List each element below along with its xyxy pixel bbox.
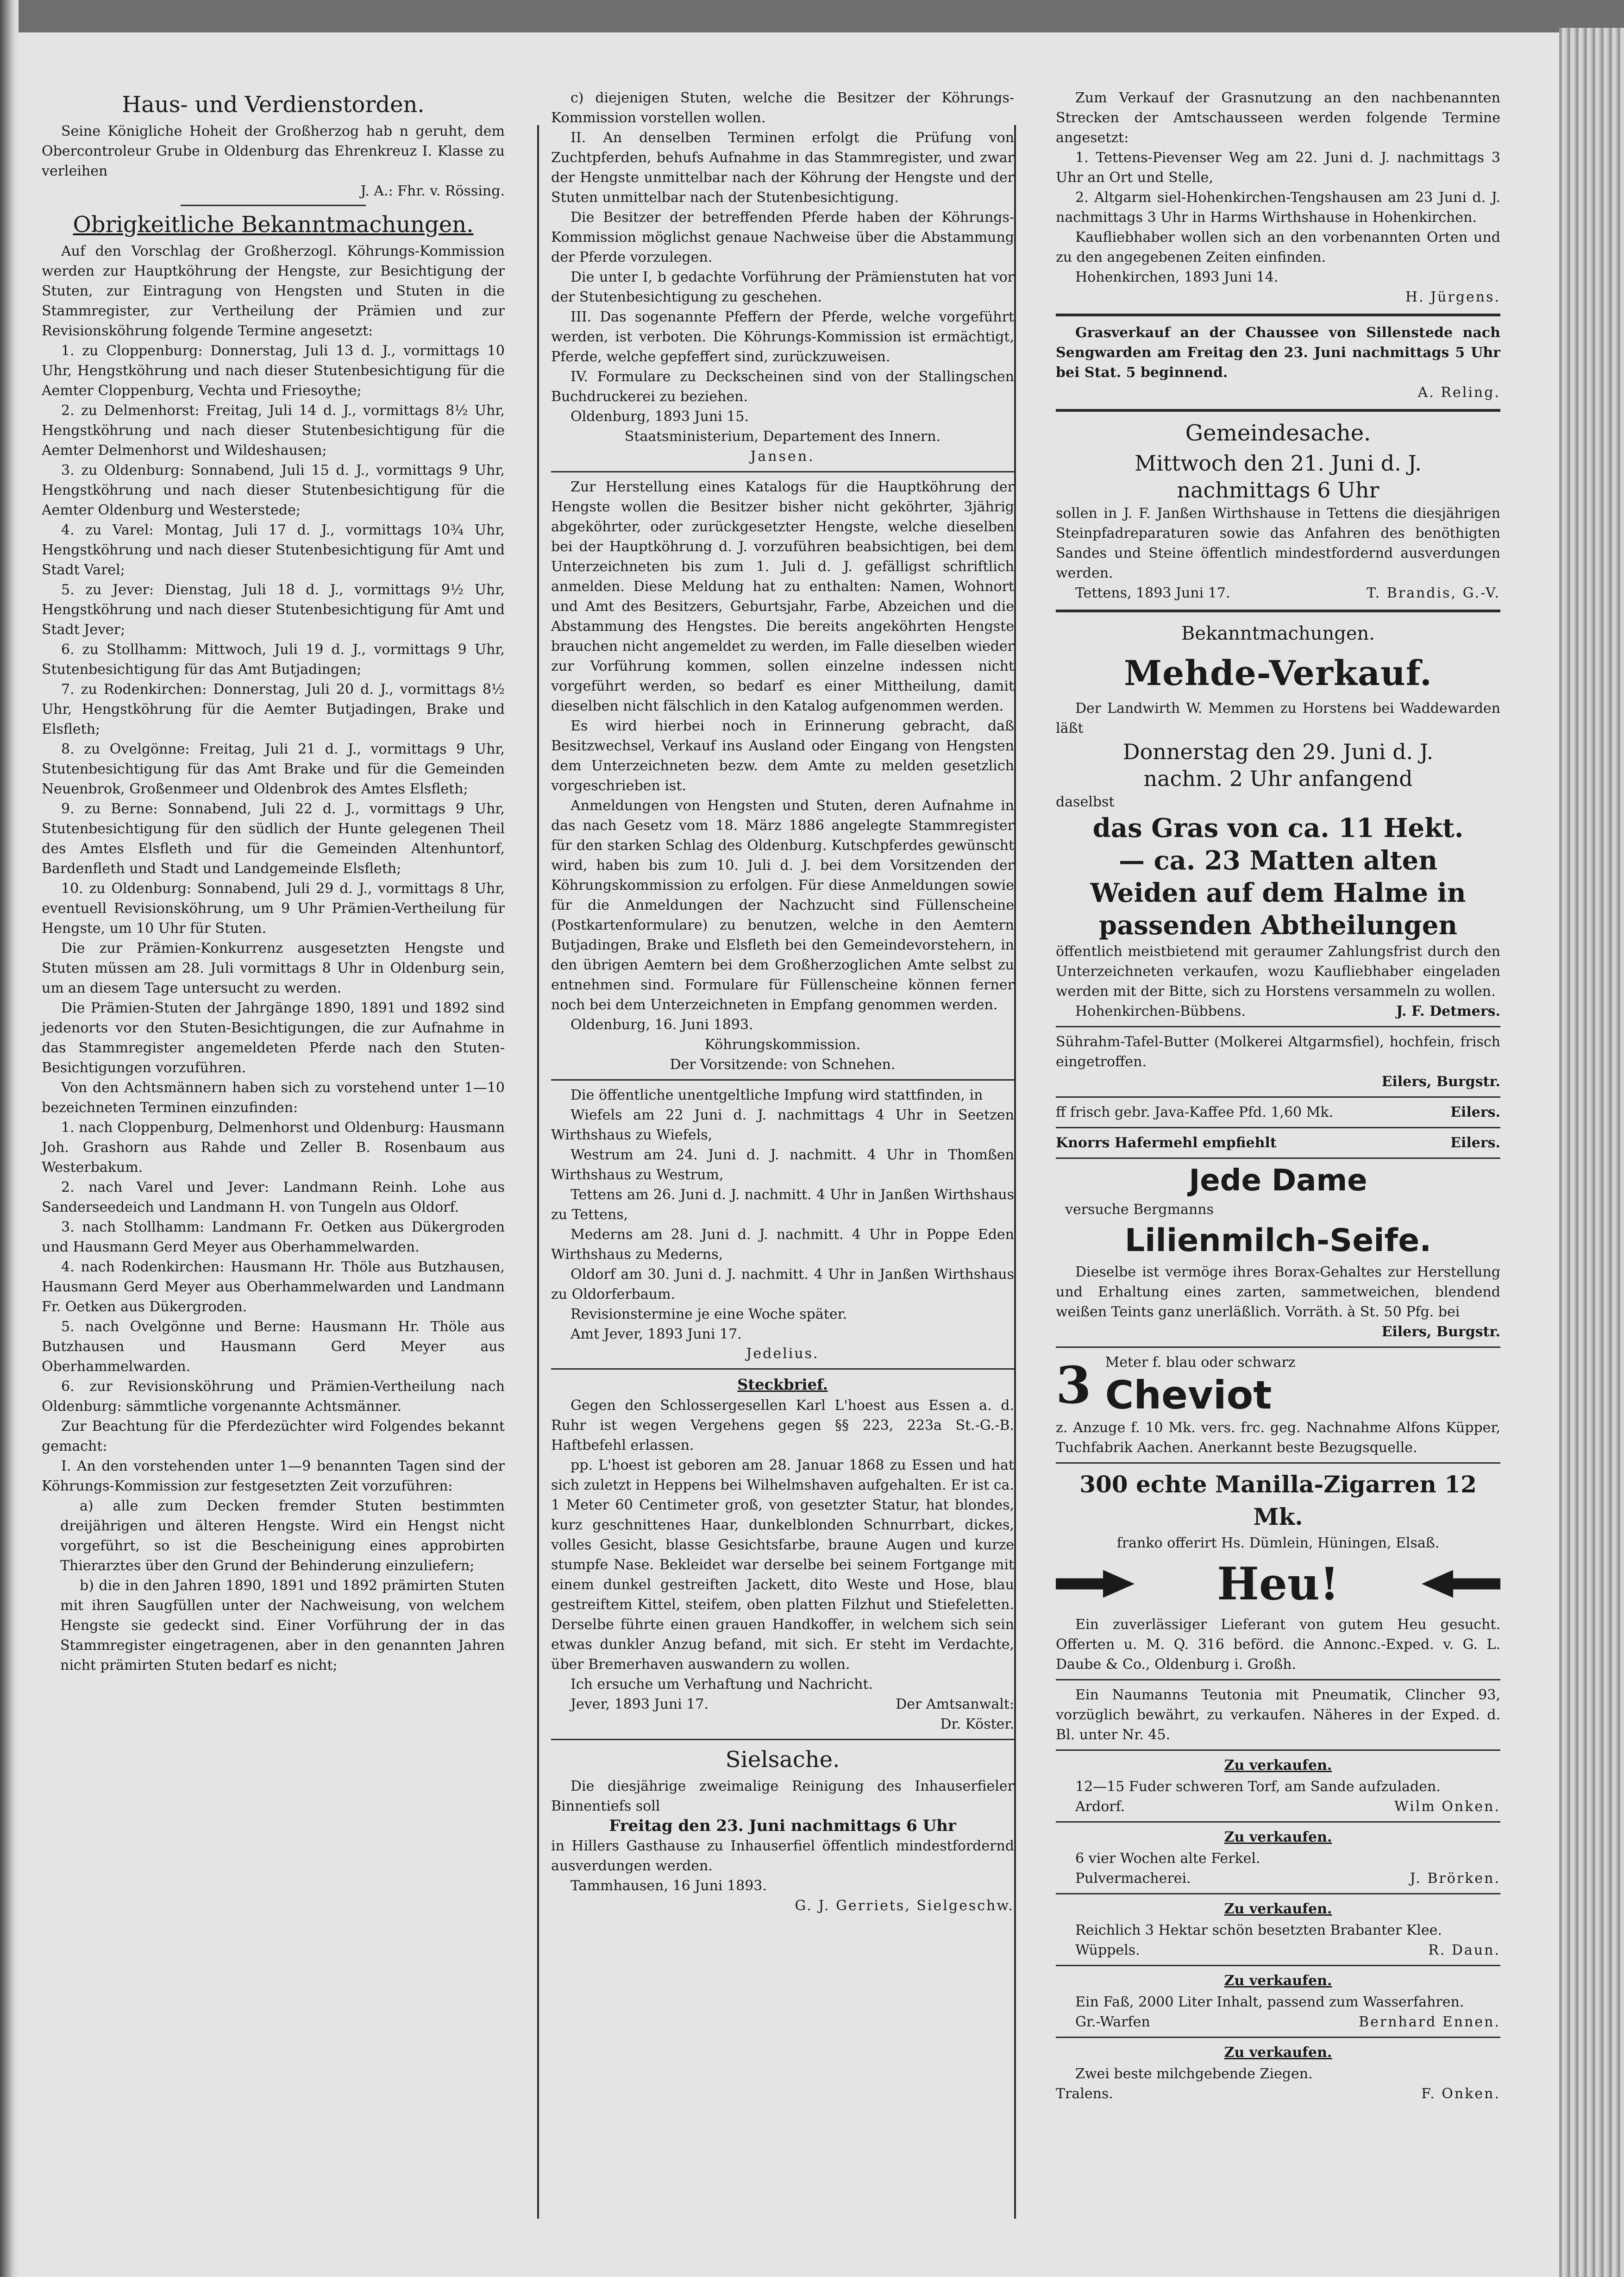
col1-para: 3. zu Oldenburg: Sonnabend, Juli 15 d. J., vormittags 9 Uhr, Hengstköhrung und nach dieser Stutenbesichtigung für die Aemter Oldenburg und Westerstede; xyxy=(42,462,505,518)
torf-text: 12—15 Fuder schweren Torf, am Sande aufzuladen. xyxy=(1075,1779,1441,1795)
heading-obrig: Obrigkeitliche Bekanntmachungen. xyxy=(73,212,474,238)
ziegen-footer xyxy=(1056,2084,1500,2104)
place-line: Pulvermacherei. xyxy=(1075,1870,1191,1887)
col2-para: III. Das sogenannte Pfeffern der Pferde, welche vorgeführt werden, ist verboten. Die Köhrungs-Kommission ist ermächtigt, Pferde, welche gepfeffert sind, zurückzuweisen. xyxy=(551,309,1014,365)
ministry-line: Staatsministerium, Departement des Innern. xyxy=(624,428,941,445)
signature: Dr. Köster. xyxy=(940,1716,1014,1732)
mehde-line: passenden Abtheilungen xyxy=(1098,910,1458,941)
signature: Eilers, Burgstr. xyxy=(1381,1074,1500,1090)
klee-text: Reichlich 3 Hektar schön besetzten Brabanter Klee. xyxy=(1075,1922,1442,1938)
mehde-footer xyxy=(1056,1001,1500,1021)
divider xyxy=(1056,1096,1500,1098)
gemeinde-footer xyxy=(1056,583,1500,603)
impf-intro: Die öffentliche unentgeltliche Impfung wird stattfinden, in xyxy=(571,1087,983,1103)
left-page-edge xyxy=(0,0,19,2277)
col2-para: Die unter I, b gedachte Vorführung der Prämienstuten hat vor der Stutenbesichtigung zu geschehen. xyxy=(551,269,1014,305)
mehde-title: Mehde-Verkauf. xyxy=(1124,654,1432,693)
gras-item: 1. Tettens-Pievenser Weg am 22. Juni d. J. nachmittags 3 Uhr an Ort und Stelle, xyxy=(1056,150,1500,186)
column-3 xyxy=(1056,88,1500,2209)
impf-item: Westrum am 24. Juni d. J. nachmitt. 4 Uhr in Thomßen Wirthshaus zu Westrum, xyxy=(551,1147,1014,1183)
col2-para: II. An denselben Terminen erfolgt die Prüfung von Zuchtpferden, behufs Aufnahme in das Stammregister, und zwar der Hengste unmittelbar nach der Köhrung der Hengste und der Stuten unmittelbar nach der Stutenbesichtigung. xyxy=(551,130,1014,206)
steckbrief-para: Gegen den Schlossergesellen Karl L'hoest aus Essen a. d. Ruhr ist wegen Vergehens gegen §§ 223, 223a St.-G.-B. Haftbefehl erlassen. xyxy=(551,1397,1014,1453)
heu-title: Heu! xyxy=(1217,1558,1339,1610)
col1-para: Die Prämien-Stuten der Jahrgänge 1890, 1891 und 1892 sind jedenorts vor den Stuten-Besichtigungen, die zur Aufnahme in das Stammregister angemeldeten Pferde nach den Stuten-Besichtigungen vorzuführen. xyxy=(42,1000,505,1076)
heu-banner xyxy=(1056,1558,1500,1610)
col1-para: a) alle zum Decken fremder Stuten bestimmten dreijährigen und älteren Hengste. Wird ein Hengst nicht vorgeführt, so ist die Bescheinigung eines approbirten Thierarztes über den Grund der Behinderung einzuliefern; xyxy=(60,1498,505,1574)
place-line: Ardorf. xyxy=(1075,1799,1125,1815)
col1-para: 10. zu Oldenburg: Sonnabend, Juli 29 d. J., vormittags 8 Uhr, eventuell Revisionsköhrung, um 9 Uhr Prämien-Vertheilung für Hengste, um 10 Uhr für Stuten. xyxy=(42,881,505,937)
signature: Wilm Onken. xyxy=(1394,1799,1500,1815)
zigarren-text: franko offerirt Hs. Dümlein, Hüningen, Elsaß. xyxy=(1116,1535,1440,1551)
place-line: Gr.-Warfen xyxy=(1075,2014,1150,2030)
sielsache-title: Sielsache. xyxy=(725,1747,840,1773)
date-line: Oldenburg, 1893 Juni 15. xyxy=(571,409,749,425)
col1-para: b) die in den Jahren 1890, 1891 und 1892 prämirten Stuten mit ihren Saugfüllen unter der Nachweisung, von welchem Hengste sie gedeckt sind. Einer Vorführung der in das Stammregister eingetragenen, aber in den genannten Jahren nicht prämirten Stuten bedarf es nicht; xyxy=(60,1578,505,1673)
chair-line: Der Vorsitzende: von Schnehen. xyxy=(670,1057,896,1073)
signature: Eilers, Burgstr. xyxy=(1381,1324,1500,1340)
col1-para: Von den Achtsmännern haben sich zu vorstehend unter 1—10 bezeichneten Terminen einzufinden: xyxy=(42,1080,505,1116)
zigarren-title: 300 echte Manilla-Zigarren 12 Mk. xyxy=(1079,1471,1477,1530)
mehde-text: öffentlich meistbietend mit geraumer Zahlungsfrist durch den Unterzeichneten verkaufen, wozu Kaufliebhaber eingeladen werden mit der Bitte, sich zu Horstens versammeln zu wollen. xyxy=(1056,944,1500,1000)
sielsache-text: Die diesjährige zweimalige Reinigung des Inhauserfieler Binnentiefs soll xyxy=(551,1778,1014,1814)
col1-para: Auf den Vorschlag der Großherzogl. Köhrungs-Kommission werden zur Hauptköhrung der Hengste, zur Besichtigung der Stuten, zur Eintragung von Hengsten und Stuten in die Stammregister, zur Vertheilung der Prämien und zur Revisionsköhrung folgende Termine angesetzt: xyxy=(42,243,505,339)
steckbrief-footer xyxy=(551,1694,1014,1714)
col1-para: 6. zu Stollhamm: Mittwoch, Juli 19 d. J., vormittags 9 Uhr, Stutenbesichtigung für das Amt Butjadingen; xyxy=(42,642,505,678)
kaffee-text: ff frisch gebr. Java-Kaffee Pfd. 1,60 Mk. xyxy=(1056,1104,1334,1120)
date-line: Oldenburg, 16. Juni 1893. xyxy=(571,1017,753,1033)
date-line: Jever, 1893 Juni 17. xyxy=(571,1696,709,1712)
signature: R. Daun. xyxy=(1428,1942,1500,1958)
heading-orden: Haus- und Verdienstorden. xyxy=(122,92,425,118)
impf-item: Oldorf am 30. Juni d. J. nachmitt. 4 Uhr in Janßen Wirthshaus zu Oldorferbaum. xyxy=(551,1266,1014,1302)
cheviot-pre: Meter f. blau oder schwarz xyxy=(1105,1354,1296,1371)
col1-para: 9. zu Berne: Sonnabend, Juli 22 d. J., vormittags 9 Uhr, Stutenbesichtigung für den südlich der Hunte gelegenen Theil des Amtes Elsfleth und für die Gemeinden Altenhuntorf, Bardenfleth und Stadt und Landgemeinde Elsfleth; xyxy=(42,801,505,877)
mehde-daselbst: daselbst xyxy=(1056,794,1115,810)
lilienmilch-title: Lilienmilch-Seife. xyxy=(1124,1222,1432,1259)
ferkel-text: 6 vier Wochen alte Ferkel. xyxy=(1075,1850,1260,1867)
divider xyxy=(1056,2037,1500,2038)
zu-verkaufen-title: Zu verkaufen. xyxy=(1224,2044,1332,2061)
cheviot-number: 3 xyxy=(1056,1355,1091,1415)
ferkel-footer xyxy=(1056,1868,1500,1888)
col1-para: 5. nach Ovelgönne und Berne: Hausmann Hr. Thöle aus Butzhausen und Hausmann Gerd Meyer aus Oberhammelwarden. xyxy=(42,1319,505,1375)
fass-text: Ein Faß, 2000 Liter Inhalt, passend zum Wasserfahren. xyxy=(1075,1994,1464,2010)
klee-footer xyxy=(1056,1940,1500,1960)
column-1 xyxy=(42,88,505,2209)
kaffee-ad xyxy=(1056,1102,1500,1122)
gemeinde-time: nachmittags 6 Uhr xyxy=(1177,478,1379,503)
bekannt-title: Bekanntmachungen. xyxy=(1181,623,1375,644)
divider xyxy=(1056,1127,1500,1128)
signature: Eilers. xyxy=(1450,1104,1500,1120)
date-line: Amt Jever, 1893 Juni 17. xyxy=(571,1326,742,1342)
gemeinde-date: Mittwoch den 21. Juni d. J. xyxy=(1135,451,1422,476)
pointing-hand-left-icon xyxy=(1422,1570,1500,1598)
divider xyxy=(1056,314,1500,316)
divider xyxy=(551,1368,1014,1370)
date-line: Hohenkirchen, 1893 Juni 14. xyxy=(1075,269,1279,285)
impf-item: Mederns am 28. Juni d. J. nachmitt. 4 Uhr in Poppe Eden Wirthshaus zu Mederns, xyxy=(551,1227,1014,1263)
divider xyxy=(1056,1893,1500,1894)
signature: H. Jürgens. xyxy=(1405,289,1500,305)
cheviot-word: Cheviot xyxy=(1105,1372,1272,1418)
col2-para: Es wird hierbei noch in Erinnerung gebracht, daß Besitzwechsel, Verkauf ins Ausland oder Eingang von Hengsten dem Unterzeichneten bezw. dem Amte zu melden gesetzlich vorgeschrieben ist. xyxy=(551,718,1014,794)
col1-para: 6. zur Revisionsköhrung und Prämien-Vertheilung nach Oldenburg: sämmtliche vorgenannte Achtsmänner. xyxy=(42,1378,505,1415)
gemeinde-text: sollen in J. F. Janßen Wirthshause in Tettens die diesjährigen Steinpfadreparaturen sowie das Anfahren des benöthigten Sandes und Steine öffentlich mindestfordernd ausverdungen werden. xyxy=(1056,505,1500,581)
col1-para: 1. nach Cloppenburg, Delmenhorst und Oldenburg: Hausmann Joh. Grashorn aus Rahde und Zeller B. Rosenbaum aus Westerbakum. xyxy=(42,1120,505,1176)
orden-text: Seine Königliche Hoheit der Großherzog hab n geruht, dem Obercontroleur Grube in Oldenburg das Ehrenkreuz I. Klasse zu verleihen xyxy=(42,123,505,179)
hafermehl-text: Knorrs Hafermehl empfiehlt xyxy=(1056,1135,1277,1151)
gemeinde-title: Gemeindesache. xyxy=(1185,420,1371,446)
divider xyxy=(551,471,1014,472)
col1-para: 8. zu Ovelgönne: Freitag, Juli 21 d. J., vormittags 9 Uhr, Stutenbesichtigung für das Amt Brake und für die Gemeinden Neuenbrok, Großenmeer und Oldenbrok des Amtes Elsfleth; xyxy=(42,741,505,797)
grasverkauf-text: Grasverkauf an der Chaussee von Sillenstede nach Sengwarden am Freitag den 23. Juni nachmittags 5 Uhr bei Stat. 5 beginnend. xyxy=(1056,325,1500,381)
col2-para: Anmeldungen von Hengsten und Stuten, deren Aufnahme in das nach Gesetz vom 18. März 1886 angelegte Stammregister für den starken Schlag des Oldenburg. Kutschpferdes gewünscht wird, haben bis zum 10. Juli d. J. bei dem Vorsitzenden der Köhrungskommission zu erfolgen. Für diese Anmeldungen sowie für die Anmeldungen der Nachzucht sind Füllenscheine (Postkartenformulare) zu benutzen, welche in den Aemtern Butjadingen, Brake und Elsfleth bei den Gemeindevorstehern, in den übrigen Aemtern bei dem Großherzoglichen Amte selbst zu entnehmen sind. Formulare für Füllenscheine können ferner noch bei dem Unterzeichneten in Empfang genommen werden. xyxy=(551,798,1014,1013)
torf-footer xyxy=(1056,1797,1500,1817)
col2-para: Zur Herstellung eines Katalogs für die Hauptköhrung der Hengste wollen die Besitzer bisher nicht geköhrter, 3jährig abgeköhrter, oder zurückgesetzter Hengste, welche dieselben bei der Hauptköhrung d. J. vorzuführen beabsichtigen, bei dem Unterzeichneten bis zum 1. Juli d. J. gefälligst schriftlich anmelden. Diese Meldung hat zu enthalten: Namen, Wohnort und Amt des Besitzers, Geburtsjahr, Farbe, Abzeichen und die Abstammung des Hengstes. Die bereits angeköhrten Hengste brauchen nicht angemeldet zu werden, im Falle dieselben wieder zur Vorführung kommen, sollen einzelne indessen nicht vorgeführt werden, so bedarf es einer Mittheilung, damit dieselben nicht fälschlich in den Katalog aufgenommen werden. xyxy=(551,479,1014,714)
impf-item: Tettens am 26. Juni d. J. nachmitt. 4 Uhr in Janßen Wirthshaus zu Tettens, xyxy=(551,1187,1014,1223)
revision-line: Revisionstermine je eine Woche später. xyxy=(571,1306,847,1322)
divider xyxy=(1056,1749,1500,1751)
signature: Eilers. xyxy=(1450,1135,1500,1151)
divider xyxy=(551,1739,1014,1740)
place-line: Hohenkirchen-Bübbens. xyxy=(1075,1003,1246,1019)
signature: J. F. Detmers. xyxy=(1396,1003,1500,1019)
col1-para: 2. nach Varel und Jever: Landmann Reinh. Lohe aus Sanderseedeich und Landmann H. von Tungeln aus Oldorf. xyxy=(42,1179,505,1215)
zu-verkaufen-title: Zu verkaufen. xyxy=(1224,1757,1332,1774)
gras-item: 2. Altgarm siel-Hohenkirchen-Tengshausen am 23 Juni d. J. nachmittags 3 Uhr in Harms Wirthshause in Hohenkirchen. xyxy=(1056,189,1500,226)
divider xyxy=(1056,1462,1500,1464)
divider xyxy=(1056,610,1500,612)
column-rule-1 xyxy=(537,125,539,2219)
divider xyxy=(551,1079,1014,1081)
col2-para: Die Besitzer der betreffenden Pferde haben der Köhrungs-Kommission möglichst genaue Nachweise über die Abstammung der Pferde vorzulegen. xyxy=(551,209,1014,265)
signature: Jedelius. xyxy=(746,1346,819,1362)
fass-footer xyxy=(1056,2012,1500,2032)
signature: Jansen. xyxy=(750,448,815,465)
divider xyxy=(1056,1157,1500,1159)
newspaper-page xyxy=(19,32,1561,2277)
signature: Bernhard Ennen. xyxy=(1359,2014,1500,2030)
date-line: Tettens, 1893 Juni 17. xyxy=(1075,585,1230,601)
signature: F. Onken. xyxy=(1421,2086,1500,2102)
divider xyxy=(1056,1679,1500,1680)
mehde-date: Donnerstag den 29. Juni d. J. xyxy=(1122,739,1434,764)
col1-para: 1. zu Cloppenburg: Donnerstag, Juli 13 d. J., vormittags 10 Uhr, Hengstköhrung und nach dieser Stutenbesichtigung für die Aemter Cloppenburg, Vechta und Friesoythe; xyxy=(42,343,505,399)
heu-text: Ein zuverlässiger Lieferant von gutem Heu gesucht. Offerten u. M. Q. 316 beförd. die Annonc.-Exped. v. G. L. Daube & Co., Oldenburg i. Großh. xyxy=(1056,1617,1500,1673)
zu-verkaufen-title: Zu verkaufen. xyxy=(1224,1901,1332,1917)
divider xyxy=(1056,1821,1500,1823)
mehde-intro: Der Landwirth W. Memmen zu Horstens bei Waddewarden läßt xyxy=(1056,700,1500,736)
prosecutor-line: Der Amtsanwalt: xyxy=(896,1696,1014,1712)
divider xyxy=(1056,1965,1500,1966)
gras-text: Zum Verkauf der Grasnutzung an den nachbenannten Strecken der Amtschausseen werden folgende Termine angesetzt: xyxy=(1056,90,1500,146)
divider xyxy=(1056,1026,1500,1027)
place-line: Wüppels. xyxy=(1075,1942,1140,1958)
divider xyxy=(1056,1346,1500,1348)
col1-para: Die zur Prämien-Konkurrenz ausgesetzten Hengste und Stuten müssen am 28. Juli vormittags 8 Uhr in Oldenburg sein, um an diesem Tage untersucht zu werden. xyxy=(42,940,505,996)
hafermehl-ad xyxy=(1056,1133,1500,1153)
steckbrief-para: pp. L'hoest ist geboren am 28. Januar 1868 zu Essen und hat sich zuletzt in Heppens bei Wilhelmshaven aufgehalten. Er ist ca. 1 Meter 60 Centimeter groß, von gesetzter Statur, hat blondes, kurz geschnittenes Haar, dunkelblonden Schnurrbart, dickes, volles Gesicht, blasse Gesichtsfarbe, braune Augen und kurze stumpfe Nase. Bekleidet war derselbe bei seinem Fortgange mit einem dunkel gestreiften Jackett, dito Weste und Hose, blau gestreiftem Kittel, steifem, oben platten Filzhut und Stiefeletten. Derselbe führte einen grauen Handkoffer, in welchem sich sein etwas dunkler Anzug befand, mit sich. Er steht im Verdachte, über Bremerhaven auswandern zu wollen. xyxy=(551,1457,1014,1673)
impf-item: Wiefels am 22 Juni d. J. nachmittags 4 Uhr in Seetzen Wirthshaus zu Wiefels, xyxy=(551,1107,1014,1143)
cheviot-block xyxy=(1105,1352,1296,1418)
mehde-time: nachm. 2 Uhr anfangend xyxy=(1143,766,1413,791)
steckbrief-title: Steckbrief. xyxy=(737,1376,828,1393)
page-stack-edge xyxy=(1559,28,1624,2277)
place-line: Tralens. xyxy=(1056,2086,1113,2102)
divider xyxy=(1056,409,1500,412)
signature: G. J. Gerriets, Sielgeschw. xyxy=(795,1898,1014,1914)
col2-para: IV. Formulare zu Deckscheinen sind von der Stallingschen Buchdruckerei zu beziehen. xyxy=(551,369,1014,405)
naumann-ad: Ein Naumanns Teutonia mit Pneumatik, Clincher 93, vorzüglich bewährt, zu verkaufen. Näheres in der Exped. d. Bl. unter Nr. 45. xyxy=(1056,1687,1500,1743)
col1-para: 4. nach Rodenkirchen: Hausmann Hr. Thöle aus Butzhausen, Hausmann Gerd Meyer aus Oberhammelwarden und Landmann Fr. Oetken aus Dükergroden. xyxy=(42,1259,505,1315)
col1-para: Zur Beachtung für die Pferdezüchter wird Folgendes bekannt gemacht: xyxy=(42,1418,505,1454)
siel-date: Freitag den 23. Juni nachmittags 6 Uhr xyxy=(609,1817,956,1835)
signature: A. Reling. xyxy=(1417,384,1500,401)
commission-line: Köhrungskommission. xyxy=(704,1037,861,1053)
col1-para: 4. zu Varel: Montag, Juli 17 d. J., vormittags 10¾ Uhr, Hengstköhrung und nach dieser Stutenbesichtigung für Amt und Stadt Varel; xyxy=(42,522,505,578)
orden-sign: J. A.: Fhr. v. Rössing. xyxy=(360,183,505,199)
mehde-line: — ca. 23 Matten alten xyxy=(1119,845,1437,876)
col1-para: 7. zu Rodenkirchen: Donnerstag, Juli 20 d. J., vormittags 8½ Uhr, Hengstköhrung für die Aemter Butjadingen, Brake und Elsfleth; xyxy=(42,681,505,737)
col1-para: I. An den vorstehenden unter 1—9 benannten Tagen sind der Köhrungs-Kommission zur festgesetzten Zeit vorzuführen: xyxy=(42,1458,505,1494)
lilien-text: Dieselbe ist vermöge ihres Borax-Gehaltes zur Herstellung und Erhaltung eines zarten, sammetweichen, blendend weißen Teints ganz unerläßlich. Vorräth. à St. 50 Pfg. bei xyxy=(1056,1264,1500,1320)
column-rule-2 xyxy=(1014,125,1016,2219)
jede-dame: Jede Dame xyxy=(1189,1164,1367,1198)
signature: J. Brörken. xyxy=(1410,1870,1500,1887)
cheviot-text: z. Anzuge f. 10 Mk. vers. frc. geg. Nachnahme Alfons Küpper, Tuchfabrik Aachen. Anerkannt beste Bezugsquelle. xyxy=(1056,1420,1500,1456)
col2-para: c) diejenigen Stuten, welche die Besitzer der Köhrungs-Kommission vorstellen wollen. xyxy=(551,90,1014,126)
butter-ad: Sührahm-Tafel-Butter (Molkerei Altgarmsfiel), hochfein, frisch eingetroffen. xyxy=(1056,1034,1500,1070)
date-line: Tammhausen, 16 Juni 1893. xyxy=(571,1878,767,1894)
mehde-line: das Gras von ca. 11 Hekt. xyxy=(1092,813,1464,843)
zu-verkaufen-title: Zu verkaufen. xyxy=(1224,1829,1332,1845)
cheviot-ad xyxy=(1056,1352,1500,1418)
siel-rest: in Hillers Gasthause zu Inhauserfiel öffentlich mindestfordernd ausverdungen werden. xyxy=(551,1838,1014,1874)
zu-verkaufen-title: Zu verkaufen. xyxy=(1224,1973,1332,1989)
steckbrief-para: Ich ersuche um Verhaftung und Nachricht. xyxy=(571,1676,873,1692)
versuche-line: versuche Bergmanns xyxy=(1065,1201,1214,1218)
column-2 xyxy=(551,88,1014,2209)
ziegen-text: Zwei beste milchgebende Ziegen. xyxy=(1075,2066,1313,2082)
divider xyxy=(181,205,366,206)
mehde-line: Weiden auf dem Halme in xyxy=(1090,878,1466,908)
signature: T. Brandis, G.-V. xyxy=(1367,585,1500,601)
col1-para: 3. nach Stollhamm: Landmann Fr. Oetken aus Dükergroden und Hausmann Gerd Meyer aus Oberhammelwarden. xyxy=(42,1219,505,1255)
col1-para: 2. zu Delmenhorst: Freitag, Juli 14 d. J., vormittags 8½ Uhr, Hengstköhrung und nach dieser Stutenbesichtigung für die Aemter Delmenhorst und Wildeshausen; xyxy=(42,403,505,459)
col1-para: 5. zu Jever: Dienstag, Juli 18 d. J., vormittags 9½ Uhr, Hengstköhrung und nach dieser Stutenbesichtigung für Amt und Stadt Jever; xyxy=(42,582,505,638)
pointing-hand-right-icon xyxy=(1056,1570,1135,1598)
gras-rest: Kaufliebhaber wollen sich an den vorbenannten Orten und zu den angegebenen Zeiten einfinden. xyxy=(1056,229,1500,265)
